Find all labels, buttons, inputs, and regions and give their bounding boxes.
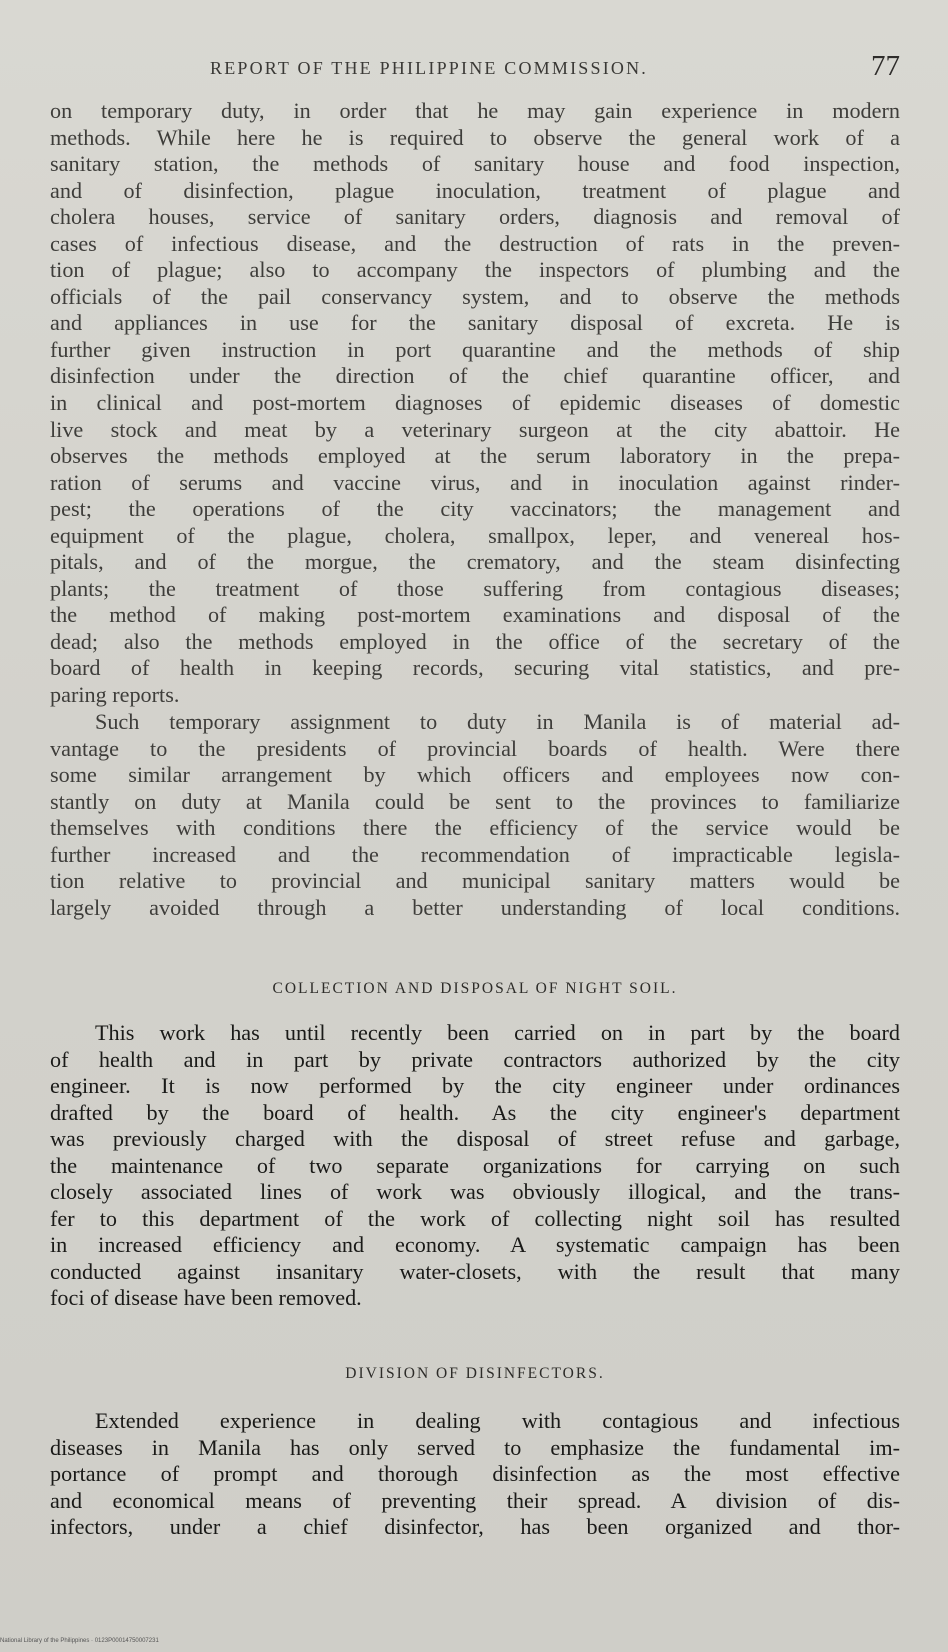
text-line: on temporary duty, in order that he may gain experience in modern <box>50 98 900 123</box>
text-line: of health and in part by private contractors authorized by the city <box>50 1046 900 1072</box>
text-line: tion relative to provincial and municipal sanitary matters would be <box>50 868 900 894</box>
text-line: pitals, and of the morgue, the crematory, and the steam disinfecting <box>50 549 900 575</box>
text-line: in clinical and post-mortem diagnoses of epidemic diseases of domestic <box>50 390 900 416</box>
text-line: further increased and the recommendation of impracticable legisla- <box>50 841 900 867</box>
text-line: and appliances in use for the sanitary disposal of excreta. He is <box>50 310 900 336</box>
running-title: REPORT OF THE PHILIPPINE COMMISSION. <box>210 58 649 78</box>
text-line: sanitary station, the methods of sanitary house and food inspection, <box>50 151 900 177</box>
text-line: the maintenance of two separate organizations for carrying on such <box>50 1152 900 1178</box>
page-number: 77 <box>871 50 900 82</box>
text-line: some similar arrangement by which officers and employees now con- <box>50 762 900 788</box>
section-heading-disinfectors: DIVISION OF DISINFECTORS. <box>345 1365 605 1382</box>
text-line: Such temporary assignment to duty in Manila is of material ad- <box>95 709 900 734</box>
text-line: conducted against insanitary water-closets, with the result that many <box>50 1258 900 1284</box>
text-line: portance of prompt and thorough disinfection as the most effective <box>50 1461 900 1487</box>
text-line: equipment of the plague, cholera, smallpox, leper, and venereal hos- <box>50 522 900 548</box>
text-line: tion of plague; also to accompany the inspectors of plumbing and the <box>50 257 900 283</box>
text-line: in increased efficiency and economy. A systematic campaign has been <box>50 1232 900 1258</box>
text-line: themselves with conditions there the efficiency of the service would be <box>50 815 900 841</box>
text-line: plants; the treatment of those suffering from contagious diseases; <box>50 575 900 601</box>
section-heading-night-soil: COLLECTION AND DISPOSAL OF NIGHT SOIL. <box>272 980 678 997</box>
text-line: cholera houses, service of sanitary orders, diagnosis and removal of <box>50 204 900 230</box>
paragraph-assignment <box>50 709 900 921</box>
text-line: drafted by the board of health. As the city engineer's department <box>50 1099 900 1125</box>
text-line: paring reports. <box>50 682 180 708</box>
text-line: cases of infectious disease, and the destruction of rats in the preven- <box>50 230 900 256</box>
text-line: engineer. It is now performed by the city engineer under ordinances <box>50 1073 900 1099</box>
text-line: stantly on duty at Manila could be sent to the provinces to familiarize <box>50 788 900 814</box>
text-line: and economical means of preventing their spread. A division of dis- <box>50 1487 900 1513</box>
text-line: live stock and meat by a veterinary surgeon at the city abattoir. He <box>50 416 900 442</box>
text-line: largely avoided through a better understanding of local conditions. <box>50 894 900 920</box>
text-line: diseases in Manila has only served to emphasize the fundamental im- <box>50 1434 900 1460</box>
text-line: foci of disease have been removed. <box>50 1285 362 1311</box>
text-line: pest; the operations of the city vaccinators; the management and <box>50 496 900 522</box>
text-line: the method of making post-mortem examinations and disposal of the <box>50 602 900 628</box>
text-line: This work has until recently been carried on in part by the board <box>95 1020 900 1045</box>
running-head <box>100 50 900 86</box>
text-line: officials of the pail conservancy system, and to observe the methods <box>50 283 900 309</box>
text-line: dead; also the methods employed in the office of the secretary of the <box>50 628 900 654</box>
paragraph-disinfectors <box>50 1408 900 1541</box>
paragraph-night-soil <box>50 1020 900 1312</box>
text-line: ration of serums and vaccine virus, and in inoculation against rinder- <box>50 469 900 495</box>
text-line: disinfection under the direction of the chief quarantine officer, and <box>50 363 900 389</box>
text-line: infectors, under a chief disinfector, has been organized and thor- <box>50 1514 900 1540</box>
text-line: and of disinfection, plague inoculation, treatment of plague and <box>50 177 900 203</box>
text-line: further given instruction in port quarantine and the methods of ship <box>50 336 900 362</box>
text-line: vantage to the presidents of provincial boards of health. Were there <box>50 735 900 761</box>
text-line: closely associated lines of work was obviously illogical, and the trans- <box>50 1179 900 1205</box>
paragraph-continuation <box>50 98 900 709</box>
digitization-footer: National Library of the Philippines · 0123P00014750007231 <box>0 1638 159 1644</box>
text-line: Extended experience in dealing with contagious and infectious <box>95 1408 900 1433</box>
text-line: methods. While here he is required to observe the general work of a <box>50 124 900 150</box>
text-line: observes the methods employed at the serum laboratory in the prepa- <box>50 443 900 469</box>
text-line: was previously charged with the disposal of street refuse and garbage, <box>50 1126 900 1152</box>
text-line: fer to this department of the work of collecting night soil has resulted <box>50 1205 900 1231</box>
text-line: board of health in keeping records, securing vital statistics, and pre- <box>50 655 900 681</box>
